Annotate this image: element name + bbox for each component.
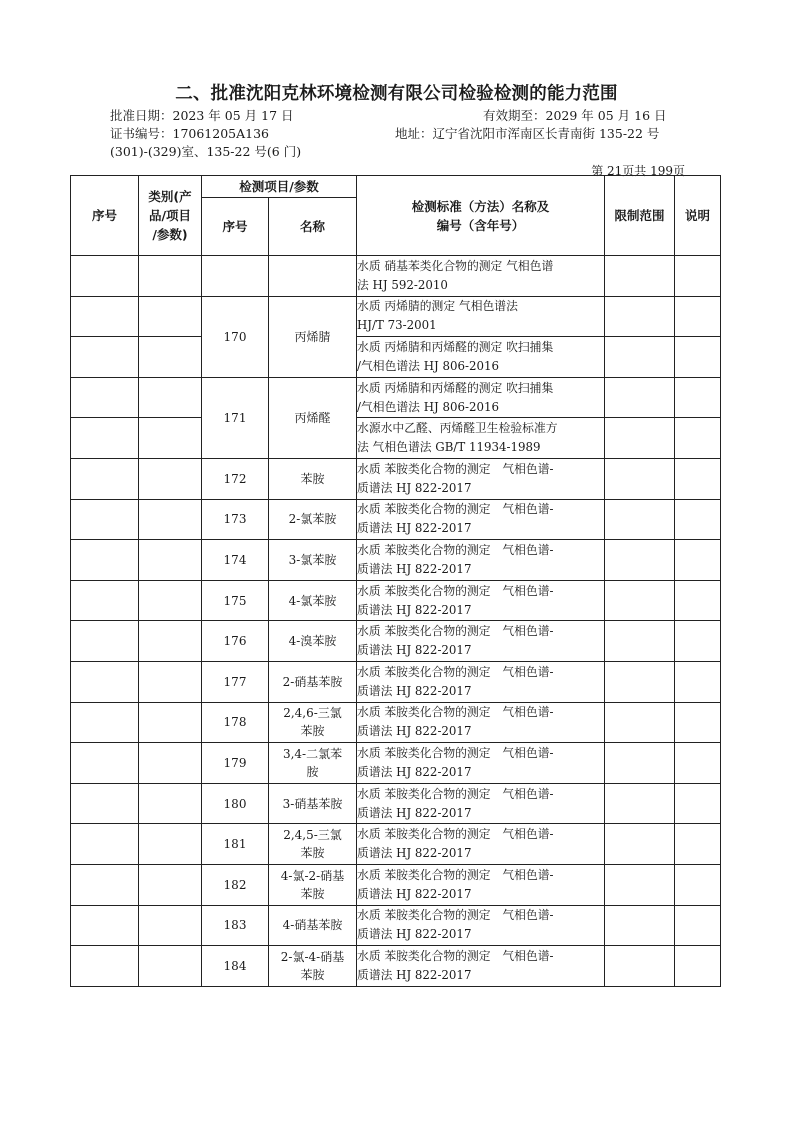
text-line: 丙烯腈	[294, 329, 331, 344]
seq-cell	[71, 743, 139, 784]
table-row	[71, 418, 721, 459]
table-header	[71, 176, 721, 256]
page-number: 第 21页共 199页	[591, 164, 685, 178]
standard-cell	[357, 418, 605, 459]
limit-cell	[605, 377, 675, 418]
text-line: 4-硝基苯胺	[282, 918, 343, 933]
category-cell	[139, 499, 202, 540]
standard-cell	[357, 824, 605, 865]
text-line: 法 HJ 592-2010	[357, 277, 448, 292]
category-cell	[139, 621, 202, 662]
note-cell	[675, 540, 721, 581]
item-name-cell	[269, 377, 357, 458]
item-name-cell	[269, 824, 357, 865]
item-number-cell: 180	[202, 783, 269, 824]
standard-cell	[357, 783, 605, 824]
text-line: 水质 丙烯腈的测定 气相色谱法	[357, 299, 518, 314]
seq-cell	[71, 499, 139, 540]
text-line: 质谱法 HJ 822-2017	[357, 521, 472, 536]
text-line: 苯胺	[300, 967, 325, 982]
certificate-number: 证书编号：17061205A136	[110, 126, 270, 141]
note-cell	[675, 499, 721, 540]
limit-cell	[605, 864, 675, 905]
item-name-cell	[269, 946, 357, 987]
seq-cell	[71, 256, 139, 297]
item-number-cell: 172	[202, 458, 269, 499]
item-name-cell	[269, 621, 357, 662]
approval-date: 批准日期：2023 年 05 月 17 日	[110, 108, 294, 123]
limit-cell	[605, 256, 675, 297]
text-line: 3-硝基苯胺	[282, 796, 343, 811]
standard-cell	[357, 743, 605, 784]
item-name-cell	[269, 864, 357, 905]
text-line: 4-氯苯胺	[288, 593, 337, 608]
limit-cell	[605, 946, 675, 987]
text-line: 水质 苯胺类化合物的测定 气相色谱-	[357, 664, 554, 679]
col-header-seq: 序号	[71, 176, 139, 256]
category-cell	[139, 458, 202, 499]
limit-cell	[605, 702, 675, 743]
item-number-cell: 174	[202, 540, 269, 581]
text-line: 质谱法 HJ 822-2017	[357, 683, 472, 698]
note-cell	[675, 824, 721, 865]
text-line: /气相色谱法 HJ 806-2016	[357, 358, 500, 373]
col-header-item-seq: 序号	[202, 198, 269, 256]
text-line: HJ/T 73-2001	[357, 318, 437, 333]
text-line: 品/项目	[148, 208, 192, 223]
note-cell	[675, 377, 721, 418]
standard-cell	[357, 377, 605, 418]
text-line: 质谱法 HJ 822-2017	[357, 602, 472, 617]
text-line: 4-溴苯胺	[288, 634, 337, 649]
valid-until: 有效期至：2029 年 05 月 16 日	[483, 108, 667, 123]
text-line: /气相色谱法 HJ 806-2016	[357, 399, 500, 414]
standard-cell	[357, 296, 605, 337]
table-row	[71, 458, 721, 499]
category-cell	[139, 580, 202, 621]
col-header-standard	[357, 176, 605, 256]
standard-cell	[357, 864, 605, 905]
table-row	[71, 905, 721, 946]
standard-cell	[357, 661, 605, 702]
seq-cell	[71, 905, 139, 946]
text-line: 2-氯苯胺	[288, 512, 337, 527]
seq-cell	[71, 296, 139, 337]
text-line: 苯胺	[300, 886, 325, 901]
table-row	[71, 377, 721, 418]
limit-cell	[605, 621, 675, 662]
item-number-cell: 183	[202, 905, 269, 946]
text-line: 水质 苯胺类化合物的测定 气相色谱-	[357, 948, 554, 963]
seq-cell	[71, 418, 139, 459]
category-cell	[139, 418, 202, 459]
seq-cell	[71, 580, 139, 621]
category-cell	[139, 824, 202, 865]
text-line: 质谱法 HJ 822-2017	[357, 927, 472, 942]
note-cell	[675, 661, 721, 702]
text-line: 质谱法 HJ 822-2017	[357, 480, 472, 495]
standard-cell	[357, 580, 605, 621]
table-row	[71, 580, 721, 621]
table-row	[71, 499, 721, 540]
seq-cell	[71, 458, 139, 499]
category-cell	[139, 905, 202, 946]
col-header-note: 说明	[675, 176, 721, 256]
note-cell	[675, 783, 721, 824]
standard-cell	[357, 256, 605, 297]
text-line: 质谱法 HJ 822-2017	[357, 764, 472, 779]
text-line: 质谱法 HJ 822-2017	[357, 805, 472, 820]
note-cell	[675, 296, 721, 337]
capability-table	[70, 175, 721, 987]
table-row	[71, 946, 721, 987]
item-name-cell	[269, 702, 357, 743]
item-name-cell	[269, 580, 357, 621]
text-line: 3,4-二氯苯	[282, 746, 343, 761]
text-line: 水源水中乙醛、丙烯醛卫生检验标准方	[357, 421, 558, 436]
table-row	[71, 337, 721, 378]
category-cell	[139, 783, 202, 824]
limit-cell	[605, 458, 675, 499]
seq-cell	[71, 540, 139, 581]
table-row	[71, 783, 721, 824]
item-name-cell	[269, 499, 357, 540]
table-row	[71, 540, 721, 581]
item-name-cell	[269, 661, 357, 702]
note-cell	[675, 864, 721, 905]
category-cell	[139, 256, 202, 297]
item-number-cell: 177	[202, 661, 269, 702]
category-cell	[139, 743, 202, 784]
text-line: 苯胺	[300, 471, 325, 486]
text-line: 苯胺	[300, 724, 325, 739]
category-cell	[139, 864, 202, 905]
limit-cell	[605, 783, 675, 824]
text-line: 水质 苯胺类化合物的测定 气相色谱-	[357, 624, 554, 639]
item-number-cell: 175	[202, 580, 269, 621]
item-name-cell	[269, 540, 357, 581]
note-cell	[675, 256, 721, 297]
category-cell	[139, 540, 202, 581]
category-cell	[139, 377, 202, 418]
address-continued: (301)-(329)室、135-22 号(6 门)	[110, 144, 302, 159]
text-line: 2-硝基苯胺	[282, 674, 343, 689]
text-line: 质谱法 HJ 822-2017	[357, 561, 472, 576]
table-row	[71, 743, 721, 784]
category-cell	[139, 661, 202, 702]
text-line: 检测标准（方法）名称及	[411, 198, 550, 214]
text-line: /参数)	[152, 227, 188, 242]
category-cell	[139, 296, 202, 337]
limit-cell	[605, 824, 675, 865]
standard-cell	[357, 337, 605, 378]
limit-cell	[605, 580, 675, 621]
text-line: 胺	[306, 764, 319, 779]
page-title: 二、批准沈阳克林环境检测有限公司检验检测的能力范围	[175, 84, 618, 104]
standard-cell	[357, 905, 605, 946]
text-line: 类别(产	[148, 189, 192, 204]
text-line: 水质 苯胺类化合物的测定 气相色谱-	[357, 867, 554, 882]
table-row	[71, 824, 721, 865]
item-number-cell: 176	[202, 621, 269, 662]
table-row	[71, 621, 721, 662]
item-number-cell: 173	[202, 499, 269, 540]
item-number-cell	[202, 256, 269, 297]
text-line: 水质 丙烯腈和丙烯醛的测定 吹扫捕集	[357, 339, 554, 354]
item-number-cell: 181	[202, 824, 269, 865]
item-number-cell: 184	[202, 946, 269, 987]
limit-cell	[605, 743, 675, 784]
seq-cell	[71, 702, 139, 743]
table-row	[71, 661, 721, 702]
limit-cell	[605, 661, 675, 702]
text-line: 水质 苯胺类化合物的测定 气相色谱-	[357, 827, 554, 842]
col-header-category	[139, 176, 202, 256]
item-number-cell: 170	[202, 296, 269, 377]
table-body	[71, 256, 721, 987]
item-name-cell	[269, 783, 357, 824]
text-line: 水质 苯胺类化合物的测定 气相色谱-	[357, 502, 554, 517]
text-line: 质谱法 HJ 822-2017	[357, 846, 472, 861]
text-line: 法 气相色谱法 GB/T 11934-1989	[357, 440, 541, 455]
note-cell	[675, 337, 721, 378]
col-header-items-group: 检测项目/参数	[202, 176, 357, 198]
limit-cell	[605, 540, 675, 581]
item-name-cell	[269, 743, 357, 784]
standard-cell	[357, 540, 605, 581]
limit-cell	[605, 905, 675, 946]
item-number-cell: 178	[202, 702, 269, 743]
seq-cell	[71, 783, 139, 824]
seq-cell	[71, 946, 139, 987]
note-cell	[675, 621, 721, 662]
note-cell	[675, 905, 721, 946]
text-line: 质谱法 HJ 822-2017	[357, 643, 472, 658]
limit-cell	[605, 296, 675, 337]
limit-cell	[605, 418, 675, 459]
limit-cell	[605, 499, 675, 540]
col-header-limit: 限制范围	[605, 176, 675, 256]
standard-cell	[357, 702, 605, 743]
seq-cell	[71, 661, 139, 702]
text-line: 水质 苯胺类化合物的测定 气相色谱-	[357, 908, 554, 923]
text-line: 水质 硝基苯类化合物的测定 气相色谱	[357, 258, 554, 273]
note-cell	[675, 946, 721, 987]
table-row	[71, 864, 721, 905]
seq-cell	[71, 337, 139, 378]
item-number-cell: 179	[202, 743, 269, 784]
text-line: 2,4,5-三氯	[283, 828, 342, 843]
item-name-cell	[269, 905, 357, 946]
text-line: 质谱法 HJ 822-2017	[357, 886, 472, 901]
note-cell	[675, 418, 721, 459]
text-line: 2-氯-4-硝基	[280, 949, 345, 964]
standard-cell	[357, 946, 605, 987]
text-line: 水质 苯胺类化合物的测定 气相色谱-	[357, 461, 554, 476]
note-cell	[675, 743, 721, 784]
text-line: 水质 苯胺类化合物的测定 气相色谱-	[357, 786, 554, 801]
text-line: 水质 苯胺类化合物的测定 气相色谱-	[357, 745, 554, 760]
text-line: 丙烯醛	[294, 410, 331, 425]
category-cell	[139, 946, 202, 987]
item-number-cell: 182	[202, 864, 269, 905]
col-header-item-name: 名称	[269, 198, 357, 256]
seq-cell	[71, 824, 139, 865]
address: 地址：辽宁省沈阳市浑南区长青南街 135-22 号	[395, 126, 660, 141]
note-cell	[675, 580, 721, 621]
text-line: 水质 苯胺类化合物的测定 气相色谱-	[357, 542, 554, 557]
seq-cell	[71, 864, 139, 905]
text-line: 水质 苯胺类化合物的测定 气相色谱-	[357, 583, 554, 598]
text-line: 2,4,6-三氯	[283, 706, 342, 721]
text-line: 4-氯-2-硝基	[280, 868, 345, 883]
category-cell	[139, 337, 202, 378]
seq-cell	[71, 621, 139, 662]
note-cell	[675, 458, 721, 499]
text-line: 水质 丙烯腈和丙烯醛的测定 吹扫捕集	[357, 380, 554, 395]
text-line: 质谱法 HJ 822-2017	[357, 724, 472, 739]
text-line: 苯胺	[300, 846, 325, 861]
note-cell	[675, 702, 721, 743]
limit-cell	[605, 337, 675, 378]
text-line: 水质 苯胺类化合物的测定 气相色谱-	[357, 705, 554, 720]
item-name-cell	[269, 256, 357, 297]
table-row	[71, 256, 721, 297]
text-line: 编号（含年号）	[436, 217, 525, 233]
category-cell	[139, 702, 202, 743]
standard-cell	[357, 499, 605, 540]
table-row	[71, 296, 721, 337]
text-line: 3-氯苯胺	[288, 552, 337, 567]
item-name-cell	[269, 458, 357, 499]
standard-cell	[357, 621, 605, 662]
table-row	[71, 702, 721, 743]
text-line: 质谱法 HJ 822-2017	[357, 967, 472, 982]
standard-cell	[357, 458, 605, 499]
seq-cell	[71, 377, 139, 418]
item-number-cell: 171	[202, 377, 269, 458]
item-name-cell	[269, 296, 357, 377]
